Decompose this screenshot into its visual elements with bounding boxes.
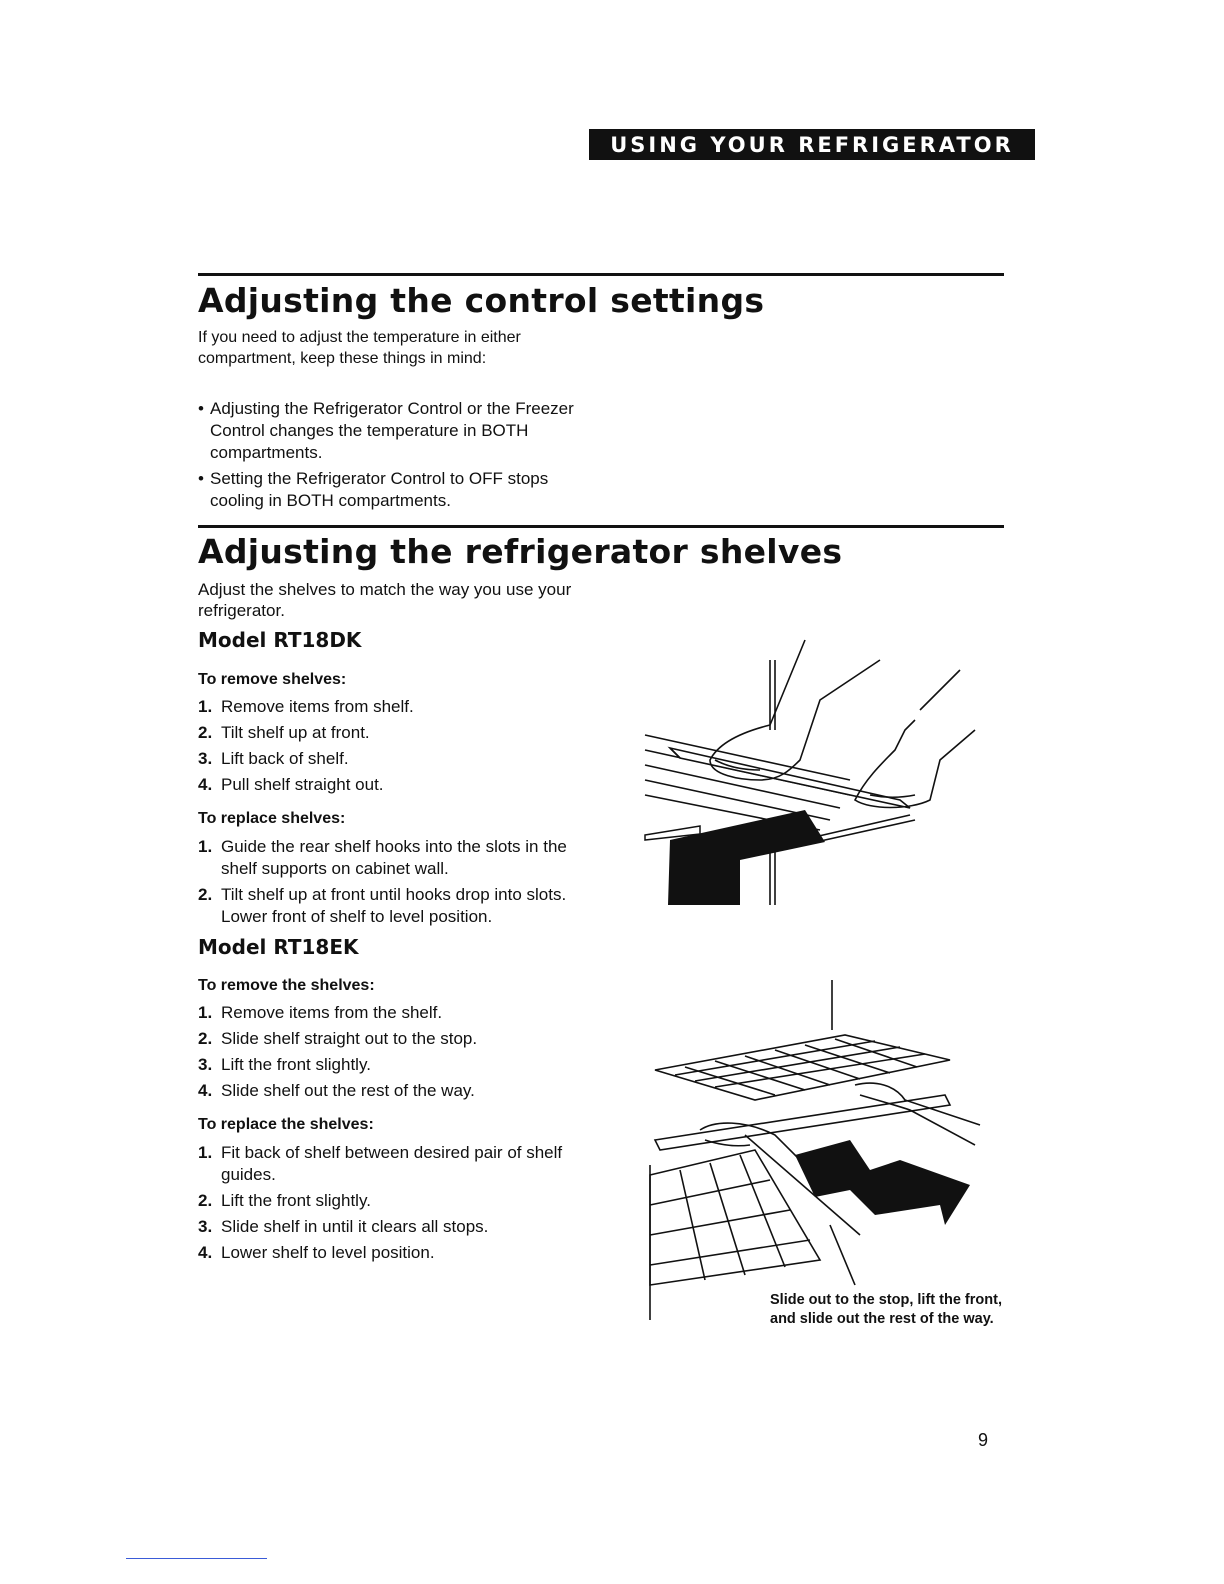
list-item [198, 1216, 588, 1238]
step-text: Slide shelf straight out to the stop. [221, 1029, 478, 1048]
step-number: 1. [198, 697, 213, 716]
model-ek-replace-heading: To replace the shelves: [198, 1116, 374, 1133]
list-item [198, 1054, 598, 1076]
section-header-band [589, 129, 1035, 160]
step-number: 1. [198, 1143, 213, 1162]
step-text: Lift the front slightly. [221, 1191, 371, 1210]
bottom-link-underline [126, 1558, 267, 1559]
step-text: Tilt shelf up at front. [221, 723, 370, 742]
list-item [198, 1028, 598, 1050]
step-text: Remove items from shelf. [221, 697, 414, 716]
control-settings-intro: If you need to adjust the temperature in either compartment, keep these things in mind: [198, 329, 521, 367]
step-text: Lower shelf to level position. [221, 1243, 435, 1262]
step-text: Fit back of shelf between desired pair of shelf guides. [221, 1143, 563, 1184]
step-text: Slide shelf out the rest of the way. [221, 1081, 475, 1100]
shelf-removal-illustration-dk [640, 630, 990, 915]
step-text: Remove items from the shelf. [221, 1003, 443, 1022]
step-text: Pull shelf straight out. [221, 775, 384, 794]
list-item [198, 774, 598, 796]
step-text: Tilt shelf up at front until hooks drop into slots. Lower front of shelf to level position. [221, 885, 567, 926]
control-bullet [198, 398, 578, 464]
step-number: 3. [198, 1217, 213, 1236]
step-number: 4. [198, 1081, 213, 1100]
page-number: 9 [978, 1430, 989, 1450]
model-dk-replace-heading: To replace shelves: [198, 810, 346, 827]
control-bullet-text: Adjusting the Refrigerator Control or the Freezer Control changes the temperature in BOTH compartments. [210, 399, 574, 462]
list-item [198, 884, 593, 928]
step-number: 3. [198, 749, 213, 768]
illustration-caption: Slide out to the stop, lift the front, and slide out the rest of the way. [770, 1292, 1002, 1327]
list-item [198, 1002, 598, 1024]
control-bullet [198, 468, 568, 512]
step-number: 1. [198, 837, 213, 856]
list-item [198, 722, 598, 744]
list-item [198, 1080, 598, 1102]
step-text: Lift the front slightly. [221, 1055, 371, 1074]
shelf-removal-illustration-ek [645, 975, 990, 1325]
step-number: 2. [198, 1029, 213, 1048]
step-text: Slide shelf in until it clears all stops. [221, 1217, 489, 1236]
step-number: 1. [198, 1003, 213, 1022]
section-divider [198, 525, 1004, 528]
shelves-intro: Adjust the shelves to match the way you use your refrigerator. [198, 580, 572, 620]
shelves-title: Adjusting the refrigerator shelves [198, 532, 843, 571]
model-dk-remove-steps [198, 696, 598, 800]
step-number: 2. [198, 1191, 213, 1210]
step-number: 4. [198, 775, 213, 794]
control-settings-title: Adjusting the control settings [198, 281, 765, 320]
bullet-dot: • [198, 469, 204, 488]
section-divider [198, 273, 1004, 276]
bullet-dot: • [198, 399, 204, 418]
model-dk-replace-steps [198, 836, 593, 932]
list-item [198, 1242, 588, 1264]
step-number: 2. [198, 885, 213, 904]
model-dk-remove-heading: To remove shelves: [198, 671, 347, 688]
model-ek-remove-steps [198, 1002, 598, 1106]
list-item [198, 696, 598, 718]
model-ek-remove-heading: To remove the shelves: [198, 977, 375, 994]
list-item [198, 1142, 588, 1186]
list-item [198, 748, 598, 770]
step-number: 4. [198, 1243, 213, 1262]
model-ek-replace-steps [198, 1142, 588, 1268]
step-number: 3. [198, 1055, 213, 1074]
control-bullet-text: Setting the Refrigerator Control to OFF stops cooling in BOTH compartments. [210, 469, 549, 510]
model-dk-title: Model RT18DK [198, 628, 362, 652]
step-text: Guide the rear shelf hooks into the slots in the shelf supports on cabinet wall. [221, 837, 567, 878]
section-header-label: USING YOUR REFRIGERATOR [610, 132, 1014, 157]
list-item [198, 836, 593, 880]
step-number: 2. [198, 723, 213, 742]
list-item [198, 1190, 588, 1212]
step-text: Lift back of shelf. [221, 749, 349, 768]
model-ek-title: Model RT18EK [198, 935, 359, 959]
